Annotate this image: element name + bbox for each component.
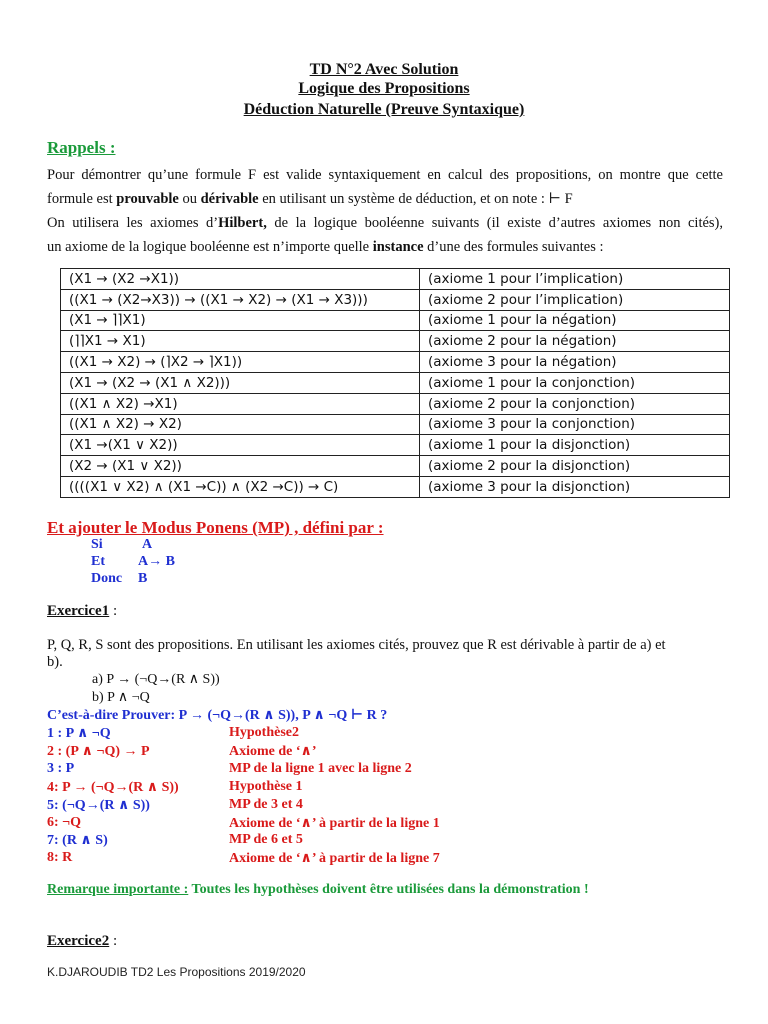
exercice1-intro-2: b). [47, 654, 63, 670]
axioms-table [60, 268, 730, 498]
axiom-formula: (X2 → (X1 ∨ X2)) [61, 456, 420, 477]
proof-step-justification: Hypothèse2 [229, 725, 299, 740]
proof-step-formula: 5: (¬Q→(R ∧ S)) [47, 797, 150, 813]
proof-step-justification: MP de la ligne 1 avec la ligne 2 [229, 760, 412, 776]
axiom-name: (axiome 3 pour la disjonction) [420, 476, 730, 497]
proof-step-formula: 4: P → (¬Q→(R ∧ S)) [47, 779, 179, 795]
proof-step-justification: Axiome de ‘∧’ à partir de la ligne 1 [229, 815, 440, 831]
proof-step-formula: 6: ¬Q [47, 814, 82, 830]
axiom-formula: (⌉⌉X1 → X1) [61, 331, 420, 352]
axiom-name: (axiome 3 pour la négation) [420, 352, 730, 373]
remark: Remarque importante : Toutes les hypothèses doivent être utilisées dans la démonstration ! [47, 882, 589, 897]
axiom-row [61, 435, 730, 456]
axiom-row [61, 310, 730, 331]
mp-et-value: A→ B [138, 554, 175, 569]
axiom-row [61, 289, 730, 310]
axiom-name: (axiome 1 pour la négation) [420, 310, 730, 331]
axiom-formula: ((X1 → (X2→X3)) → ((X1 → X2) → (X1 → X3))) [61, 289, 420, 310]
exercice1-intro-1: P, Q, R, S sont des propositions. En utilisant les axiomes cités, prouvez que R est dérivable à partir de a) et [47, 637, 666, 653]
axiom-formula: (X1 →(X1 ∨ X2)) [61, 435, 420, 456]
hypothesis-b: b) P ∧ ¬Q [92, 690, 150, 705]
modus-ponens-heading: Et ajouter le Modus Ponens (MP) , défini par : [47, 518, 384, 537]
axiom-row [61, 331, 730, 352]
title-logic: Logique des Propositions [298, 80, 470, 97]
axiom-name: (axiome 2 pour la conjonction) [420, 393, 730, 414]
axiom-formula: ((((X1 ∨ X2) ∧ (X1 →C)) ∧ (X2 →C)) → C) [61, 476, 420, 497]
proof-step-formula: 8: R [47, 850, 73, 866]
exercice2-heading: Exercice2 : [47, 933, 118, 949]
axiom-name: (axiome 2 pour la disjonction) [420, 456, 730, 477]
axiom-row [61, 372, 730, 393]
axiom-row [61, 456, 730, 477]
axiom-name: (axiome 1 pour l’implication) [420, 269, 730, 290]
axiom-row [61, 352, 730, 373]
axiom-formula: ((X1 ∧ X2) →X1) [61, 393, 420, 414]
rappels-heading: Rappels : [47, 138, 116, 157]
axiom-row [61, 476, 730, 497]
mp-donc-label: Donc [91, 571, 123, 586]
proof-step-justification: Axiome de ‘∧’ à partir de la ligne 7 [229, 851, 440, 867]
mp-si-label: Si [91, 537, 103, 552]
title-td: TD N°2 Avec Solution [309, 61, 459, 78]
hypothesis-a: a) P → (¬Q→(R ∧ S)) [92, 672, 220, 687]
proof-step-justification: MP de 3 et 4 [229, 796, 303, 812]
axiom-name: (axiome 2 pour la négation) [420, 331, 730, 352]
proof-step-formula: 7: (R ∧ S) [47, 833, 108, 849]
proof-step-justification: MP de 6 et 5 [229, 832, 303, 848]
proof-goal: C’est-à-dire Prouver: P → (¬Q→(R ∧ S)), P ∧ ¬Q ⊢ R ? [47, 708, 388, 723]
axiom-name: (axiome 2 pour l’implication) [420, 289, 730, 310]
rappels-line-2: formule est prouvable ou dérivable en utilisant un système de déduction, et on note : ⊢ F [47, 191, 573, 207]
proof-step-formula: 1 : P ∧ ¬Q [47, 726, 111, 741]
footer-text: K.DJAROUDIB TD2 Les Propositions 2019/2020 [47, 965, 306, 979]
axiom-row [61, 269, 730, 290]
axiom-name: (axiome 3 pour la conjonction) [420, 414, 730, 435]
proof-step-justification: Hypothèse 1 [229, 778, 303, 794]
rappels-line-4: un axiome de la logique booléenne est n’importe quelle instance d’une des formules suivantes : [47, 239, 604, 255]
axiom-name: (axiome 1 pour la conjonction) [420, 372, 730, 393]
rappels-line-1: Pour démontrer qu’une formule F est valide syntaxiquement en calcul des propositions, on montre que cette [47, 167, 723, 183]
proof-step-formula: 3 : P [47, 760, 75, 776]
axiom-formula: ((X1 → X2) → (⌉X2 → ⌉X1)) [61, 352, 420, 373]
mp-et-label: Et [91, 554, 105, 569]
mp-donc-value: B [138, 571, 148, 586]
axiom-formula: ((X1 ∧ X2) → X2) [61, 414, 420, 435]
mp-si-value: A [142, 537, 153, 552]
axiom-row [61, 414, 730, 435]
rappels-line-3: On utilisera les axiomes d’Hilbert, de la logique booléenne suivants (il existe d’autres axiomes non cités), [47, 215, 724, 231]
title-deduction: Déduction Naturelle (Preuve Syntaxique) [243, 101, 525, 118]
proof-step-formula: 2 : (P ∧ ¬Q) → P [47, 743, 150, 759]
axiom-formula: (X1 → ⌉⌉X1) [61, 310, 420, 331]
axiom-row [61, 393, 730, 414]
proof-step-justification: Axiome de ‘∧’ [229, 743, 317, 759]
axiom-formula: (X1 → (X2 → (X1 ∧ X2))) [61, 372, 420, 393]
exercice1-heading: Exercice1 : [47, 603, 118, 619]
axiom-name: (axiome 1 pour la disjonction) [420, 435, 730, 456]
axiom-formula: (X1 → (X2 →X1)) [61, 269, 420, 290]
